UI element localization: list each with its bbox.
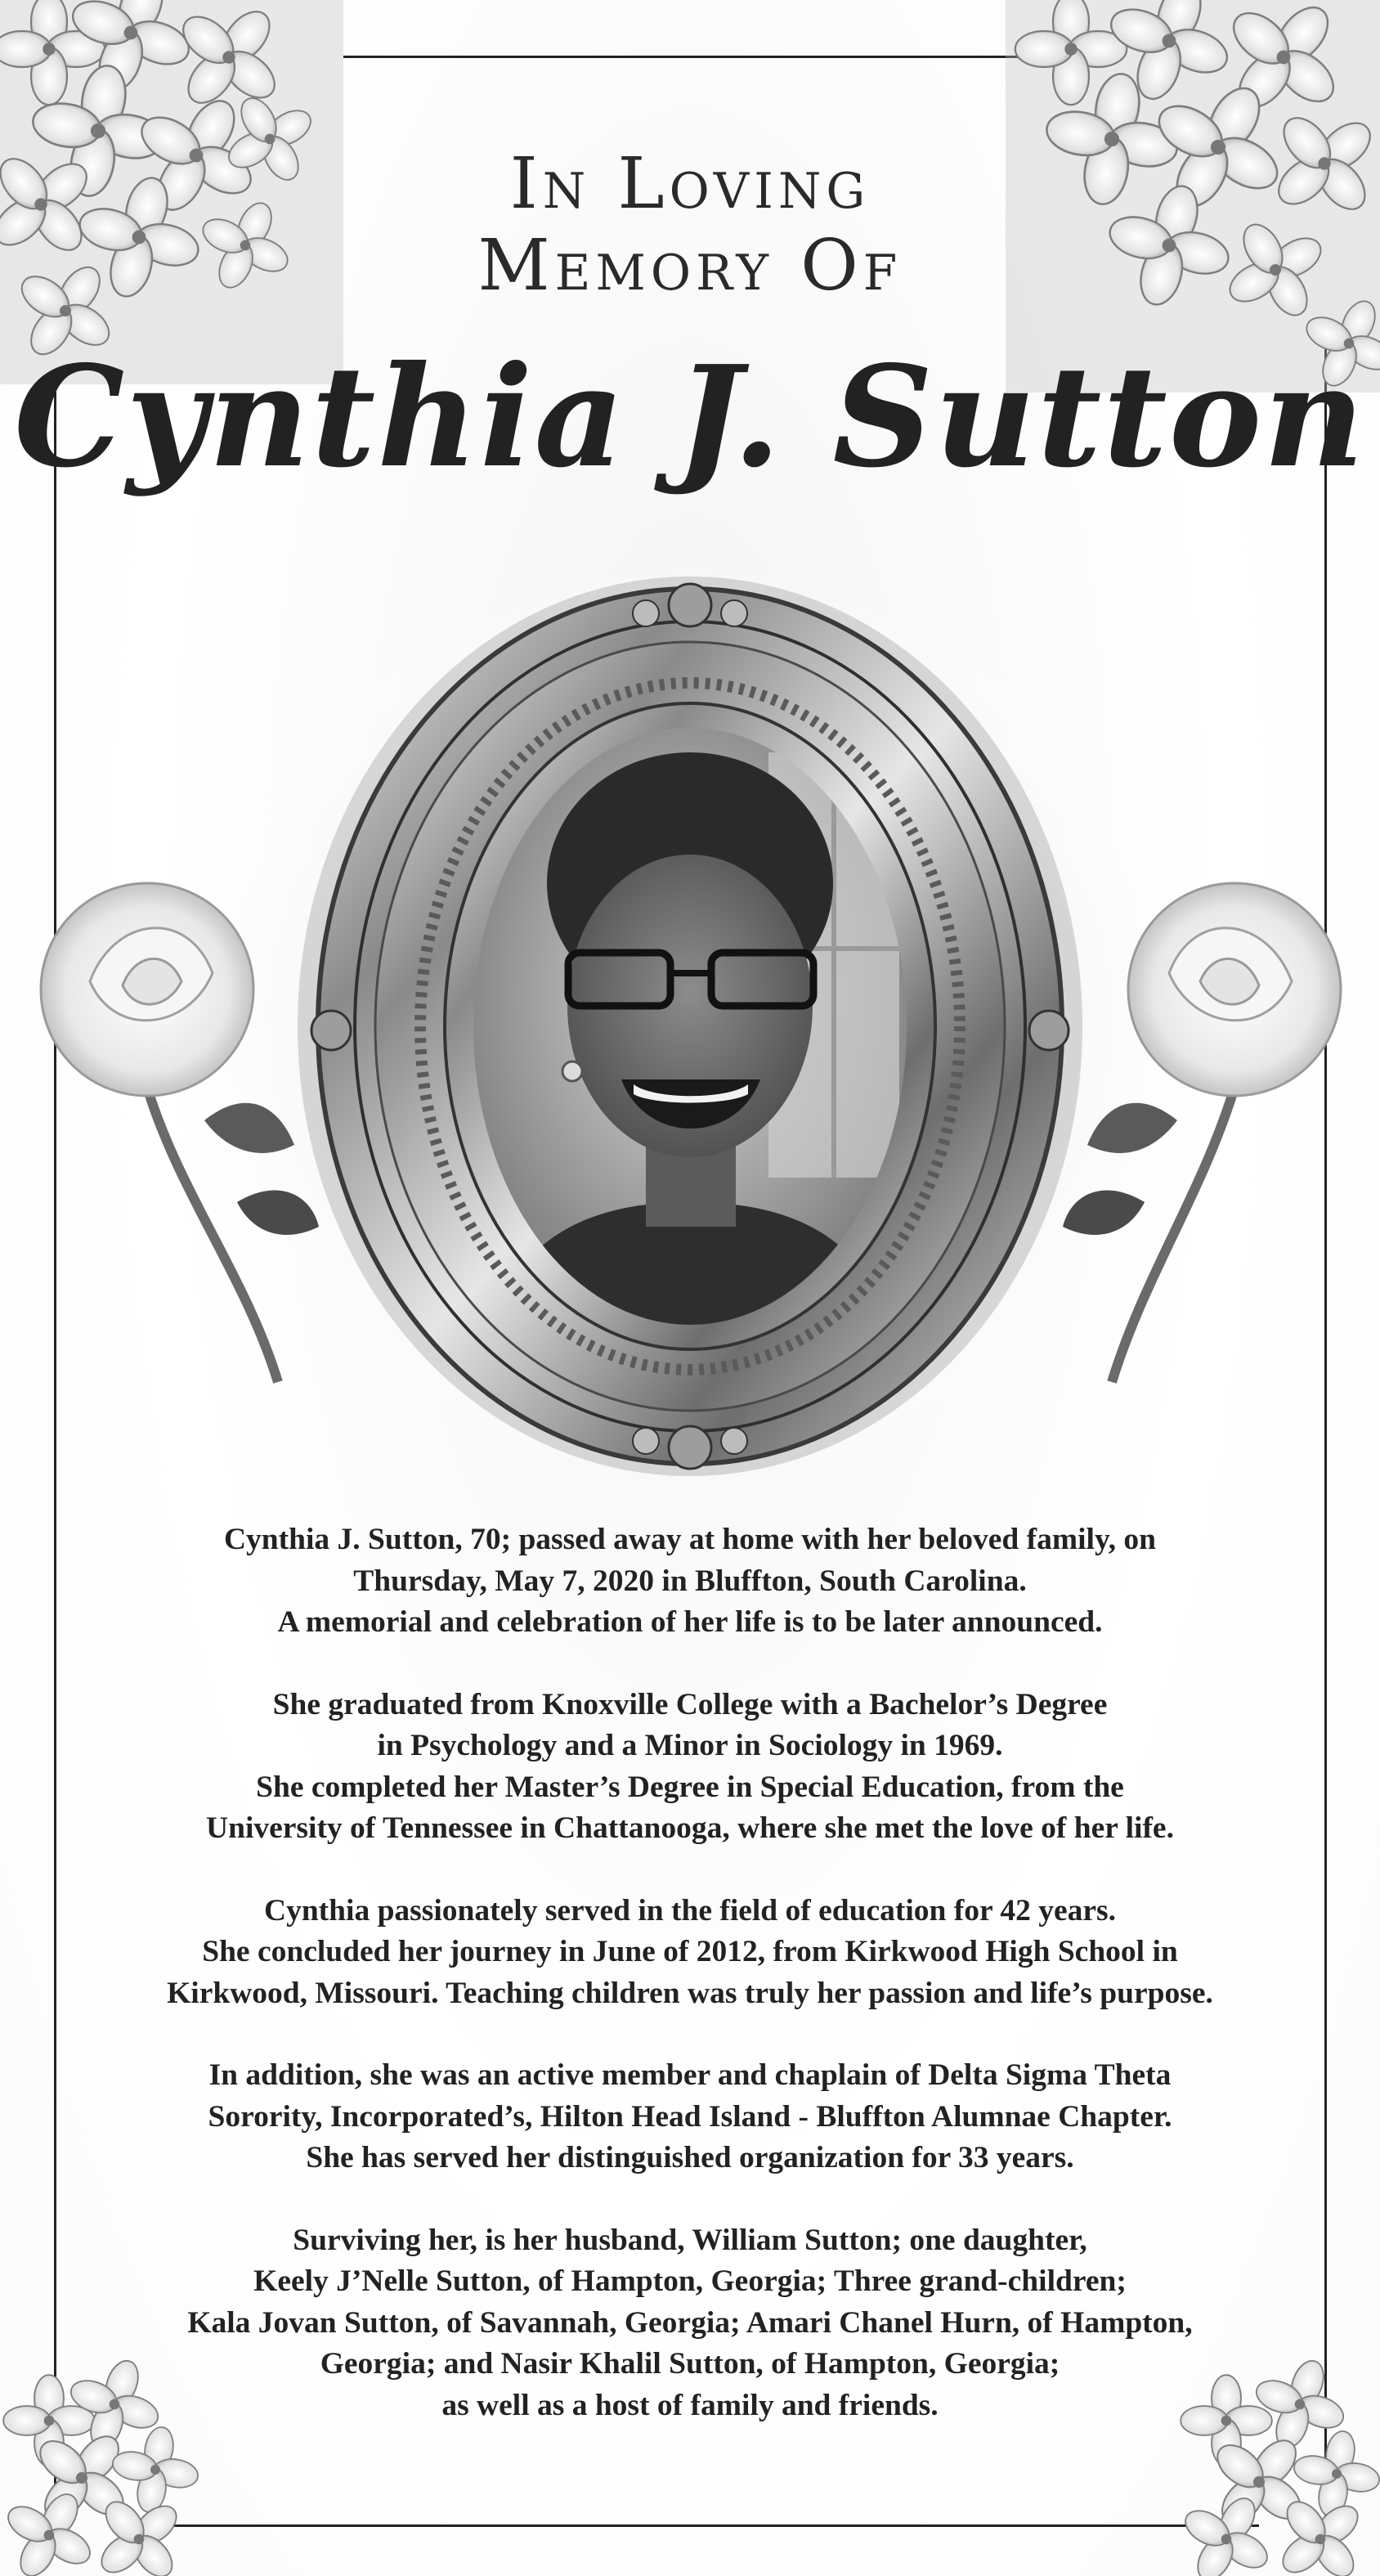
text-line: In addition, she was an active member and chaplain of Delta Sigma Theta xyxy=(208,2058,1172,2092)
heading-line-2: Memory Of xyxy=(477,225,903,307)
text-line: University of Tennessee in Chattanooga, where she met the love of her life. xyxy=(206,1811,1174,1845)
text-line: She graduated from Knoxville College with a Bachelor’s Degree xyxy=(272,1687,1108,1721)
text-line: Kala Jovan Sutton, of Savannah, Georgia; Amari Chanel Hurn, of Hampton, xyxy=(187,2305,1193,2340)
paragraph-death-notice xyxy=(49,1519,1331,1644)
text-line: in Psychology and a Minor in Sociology in 1969. xyxy=(377,1729,1003,1762)
paragraph-sorority xyxy=(49,2055,1331,2179)
text-line: She has served her distinguished organization for 33 years. xyxy=(306,2141,1074,2174)
portrait-photo xyxy=(473,728,907,1325)
text-line: Sorority, Incorporated’s, Hilton Head Island - Bluffton Alumnae Chapter. xyxy=(208,2099,1172,2134)
text-line: Thursday, May 7, 2020 in Bluffton, South Carolina. xyxy=(353,1564,1027,1598)
text-line: Georgia; and Nasir Khalil Sutton, of Hampton, Georgia; xyxy=(320,2347,1060,2381)
heading-line-1: In Loving xyxy=(509,143,871,225)
text-line: Surviving her, is her husband, William Sutton; one daughter, xyxy=(293,2223,1087,2257)
paragraph-survivors xyxy=(49,2220,1331,2427)
deceased-name: Cynthia J. Sutton xyxy=(14,335,1366,499)
text-line: Keely J’Nelle Sutton, of Hampton, Georgia; Three grand-children; xyxy=(253,2264,1127,2298)
text-line: as well as a host of family and friends. xyxy=(441,2388,939,2422)
hydrangea-flowers-icon xyxy=(0,2347,213,2576)
text-line: A memorial and celebration of her life is to be later announced. xyxy=(277,1605,1103,1639)
text-line: Cynthia J. Sutton, 70; passed away at home with her beloved family, on xyxy=(223,1523,1157,1556)
hydrangea-flowers-icon xyxy=(1161,2347,1380,2576)
text-line: She completed her Master’s Degree in Special Education, from the xyxy=(256,1770,1124,1804)
paragraph-education xyxy=(49,1685,1331,1850)
obituary-text xyxy=(49,1519,1331,2426)
text-line: She concluded her journey in June of 2012, from Kirkwood High School in xyxy=(202,1935,1178,1968)
paragraph-career xyxy=(49,1891,1331,2015)
text-line: Kirkwood, Missouri. Teaching children was truly her passion and life’s purpose. xyxy=(167,1976,1213,2010)
bottom-rule xyxy=(123,2524,1259,2527)
text-line: Cynthia passionately served in the field of education for 42 years. xyxy=(264,1893,1116,1928)
